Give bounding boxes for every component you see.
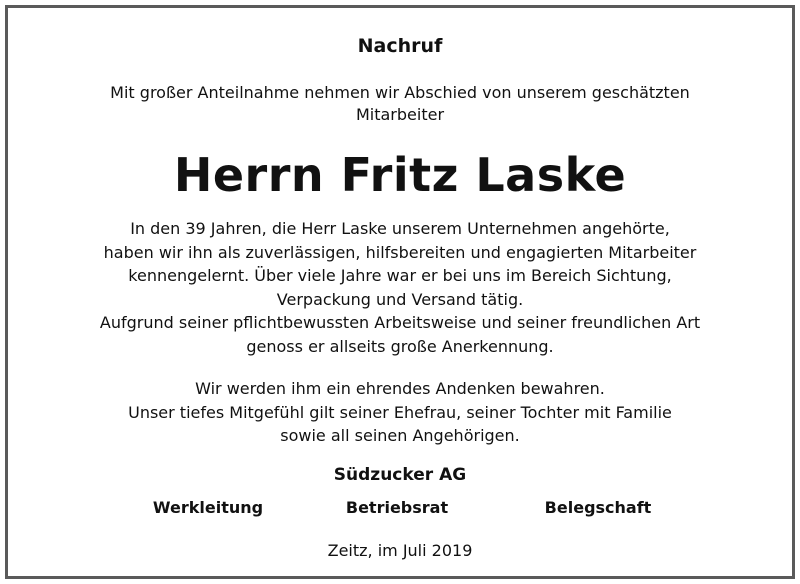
- body-line: kennengelernt. Über viele Jahre war er bei uns im Bereich Sichtung,: [128, 266, 672, 285]
- closing-paragraph: [8, 377, 792, 448]
- intro-line: Mit großer Anteilnahme nehmen wir Abschied von unserem geschätzten: [110, 83, 690, 102]
- notice-heading: Nachruf: [357, 35, 443, 57]
- body-line: genoss er allseits große Anerkennung.: [246, 336, 554, 356]
- signatory-belegschaft: Belegschaft: [544, 498, 652, 517]
- place-date: Zeitz, im Juli 2019: [327, 541, 473, 560]
- signatories: [8, 496, 792, 520]
- signatory-werkleitung: Werkleitung: [152, 498, 264, 517]
- body-line: Aufgrund seiner pflichtbewussten Arbeitsweise und seiner freundlichen Art: [99, 313, 701, 332]
- intro-text: [8, 82, 792, 126]
- body-line: In den 39 Jahren, die Herr Laske unserem Unternehmen angehörte,: [130, 219, 670, 238]
- closing-line: Wir werden ihm ein ehrendes Andenken bewahren.: [195, 379, 605, 398]
- obituary-notice: [5, 5, 795, 579]
- closing-line: Unser tiefes Mitgefühl gilt seiner Ehefrau, seiner Tochter mit Familie: [128, 402, 672, 422]
- body-line: haben wir ihn als zuverlässigen, hilfsbereiten und engagierten Mitarbeiter: [103, 242, 697, 262]
- company-name: Südzucker AG: [333, 465, 467, 485]
- closing-line: sowie all seinen Angehörigen.: [280, 426, 520, 445]
- intro-line: Mitarbeiter: [355, 105, 445, 124]
- signatory-betriebsrat: Betriebsrat: [345, 498, 449, 517]
- body-paragraph: [8, 217, 792, 358]
- body-line: Verpackung und Versand tätig.: [276, 289, 524, 309]
- deceased-name: Herrn Fritz Laske: [173, 148, 627, 202]
